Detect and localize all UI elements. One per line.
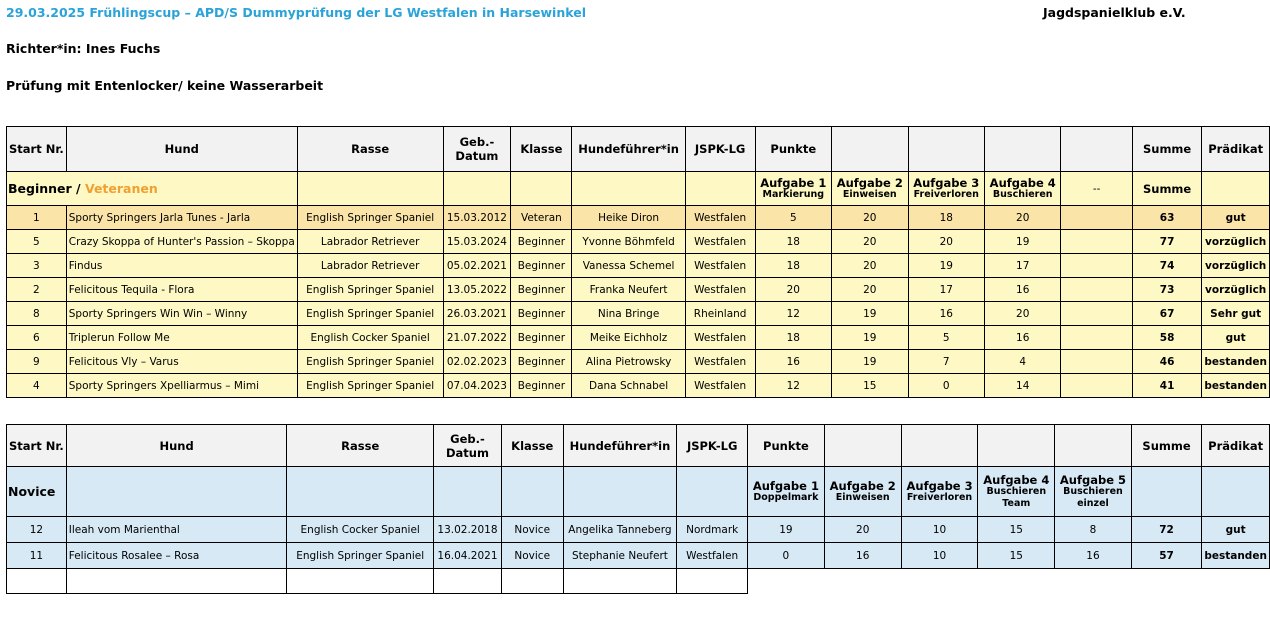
- empty-cell: [901, 569, 978, 594]
- cell-aufgabe-3: 5: [908, 326, 984, 350]
- table-row: [7, 302, 1270, 326]
- cell-summe: 57: [1131, 543, 1202, 569]
- cell-empty: [1061, 254, 1132, 278]
- col-fuehrer: Hundeführer*in: [563, 425, 677, 467]
- cell-klasse: Veteran: [511, 206, 572, 230]
- cell-praedikat: vorzüglich: [1202, 278, 1270, 302]
- cell-empty: [1061, 302, 1132, 326]
- table-row: [7, 543, 1270, 569]
- cell-rasse: English Springer Spaniel: [297, 350, 443, 374]
- cell-summe: 74: [1132, 254, 1201, 278]
- col-klasse: Klasse: [511, 127, 572, 172]
- group-cell: [677, 467, 748, 517]
- col-rasse: Rasse: [287, 425, 434, 467]
- cell-fuehrer: Heike Diron: [572, 206, 685, 230]
- cell-lg: Westfalen: [685, 206, 755, 230]
- cell-aufgabe-4: 4: [985, 350, 1061, 374]
- group-cell: [66, 467, 287, 517]
- empty-cell: [66, 569, 287, 594]
- cell-aufgabe-1: 19: [747, 517, 824, 543]
- task-1-header: Aufgabe 1 Doppelmark: [747, 467, 824, 517]
- col-start: Start Nr.: [7, 425, 67, 467]
- group-header-row: [7, 172, 1270, 206]
- cell-geb: 21.07.2022: [443, 326, 511, 350]
- col-punkte: Punkte: [755, 127, 831, 172]
- col-klasse: Klasse: [501, 425, 563, 467]
- group-label: Novice: [7, 467, 67, 517]
- cell-hund: Ileah vom Marienthal: [66, 517, 287, 543]
- cell-geb: 13.05.2022: [443, 278, 511, 302]
- cell-rasse: English Springer Spaniel: [297, 206, 443, 230]
- cell-start: 3: [7, 254, 67, 278]
- cell-aufgabe-1: 18: [755, 326, 831, 350]
- cell-geb: 26.03.2021: [443, 302, 511, 326]
- empty-cell: [824, 569, 901, 594]
- cell-praedikat: gut: [1202, 206, 1270, 230]
- cell-klasse: Beginner: [511, 254, 572, 278]
- col-summe: Summe: [1131, 425, 1202, 467]
- task-4-header: Aufgabe 4 Buschieren Team: [978, 467, 1055, 517]
- empty-cell: [1055, 569, 1132, 594]
- cell-start: 9: [7, 350, 67, 374]
- cell-lg: Westfalen: [685, 350, 755, 374]
- cell-aufgabe-1: 20: [755, 278, 831, 302]
- cell-summe: 72: [1131, 517, 1202, 543]
- cell-klasse: Novice: [501, 543, 563, 569]
- cell-klasse: Novice: [501, 517, 563, 543]
- cell-rasse: English Cocker Spaniel: [287, 517, 434, 543]
- empty-cell: [563, 569, 677, 594]
- col-empty: [824, 425, 901, 467]
- cell-praedikat: gut: [1202, 517, 1270, 543]
- club-name: Jagdspanielklub e.V.: [1043, 5, 1186, 20]
- cell-fuehrer: Franka Neufert: [572, 278, 685, 302]
- cell-aufgabe-4: 16: [985, 326, 1061, 350]
- group-cell: [685, 172, 755, 206]
- cell-rasse: Labrador Retriever: [297, 230, 443, 254]
- judge-line: Richter*in: Ines Fuchs: [6, 41, 161, 56]
- cell-summe: 63: [1132, 206, 1201, 230]
- group-cell: [434, 467, 502, 517]
- cell-hund: Sporty Springers Xpelliarmus – Mimi: [66, 374, 297, 398]
- cell-hund: Sporty Springers Win Win – Winny: [66, 302, 297, 326]
- cell-aufgabe-4: 14: [985, 374, 1061, 398]
- summe-header: Summe: [1132, 172, 1201, 206]
- cell-geb: 13.02.2018: [434, 517, 502, 543]
- group-label: Beginner / Veteranen: [7, 172, 298, 206]
- cell-start: 11: [7, 543, 67, 569]
- cell-aufgabe-3: 10: [901, 517, 978, 543]
- cell-lg: Westfalen: [685, 374, 755, 398]
- exam-note: Prüfung mit Entenlocker/ keine Wasserarbeit: [6, 78, 324, 93]
- cell-start: 4: [7, 374, 67, 398]
- cell-empty: [1061, 326, 1132, 350]
- col-empty: [901, 425, 978, 467]
- empty-cell: [434, 569, 502, 594]
- cell-fuehrer: Nina Bringe: [572, 302, 685, 326]
- column-header-row: [7, 127, 1270, 172]
- col-empty: [985, 127, 1061, 172]
- table-row: [7, 374, 1270, 398]
- cell-aufgabe-1: 18: [755, 230, 831, 254]
- cell-aufgabe-4: 16: [985, 278, 1061, 302]
- cell-klasse: Beginner: [511, 278, 572, 302]
- group-cell: [501, 467, 563, 517]
- group-cell: [1131, 467, 1202, 517]
- cell-klasse: Beginner: [511, 230, 572, 254]
- cell-start: 8: [7, 302, 67, 326]
- cell-rasse: English Springer Spaniel: [297, 302, 443, 326]
- cell-praedikat: gut: [1202, 326, 1270, 350]
- empty-cell: [501, 569, 563, 594]
- cell-lg: Westfalen: [677, 543, 748, 569]
- cell-hund: Felicitous Rosalee – Rosa: [66, 543, 287, 569]
- task-dash: --: [1061, 172, 1132, 206]
- table-row: [7, 350, 1270, 374]
- task-2-header: Aufgabe 2 Einweisen: [824, 467, 901, 517]
- group-header-row: [7, 467, 1270, 517]
- cell-aufgabe-4: 20: [985, 206, 1061, 230]
- cell-aufgabe-1: 12: [755, 302, 831, 326]
- cell-hund: Felicitous Tequila - Flora: [66, 278, 297, 302]
- cell-rasse: Labrador Retriever: [297, 254, 443, 278]
- col-hund: Hund: [66, 425, 287, 467]
- cell-klasse: Beginner: [511, 374, 572, 398]
- cell-aufgabe-2: 19: [832, 302, 908, 326]
- task-3-header: Aufgabe 3 Freiverloren: [901, 467, 978, 517]
- group-cell: [443, 172, 511, 206]
- cell-geb: 16.04.2021: [434, 543, 502, 569]
- group-cell: [1202, 172, 1270, 206]
- cell-aufgabe-1: 18: [755, 254, 831, 278]
- col-empty: [1055, 425, 1132, 467]
- cell-fuehrer: Alina Pietrowsky: [572, 350, 685, 374]
- cell-geb: 15.03.2024: [443, 230, 511, 254]
- cell-hund: Crazy Skoppa of Hunter's Passion – Skoppa: [66, 230, 297, 254]
- col-fuehrer: Hundeführer*in: [572, 127, 685, 172]
- col-geb: Geb.- Datum: [443, 127, 511, 172]
- cell-geb: 07.04.2023: [443, 374, 511, 398]
- empty-cell: [677, 569, 748, 594]
- cell-aufgabe-2: 20: [832, 278, 908, 302]
- empty-cell: [1202, 569, 1270, 594]
- col-lg: JSPK-LG: [685, 127, 755, 172]
- novice-results-table: [6, 424, 1270, 594]
- empty-cell: [7, 569, 67, 594]
- empty-cell: [747, 569, 824, 594]
- table-row: [7, 206, 1270, 230]
- col-start: Start Nr.: [7, 127, 67, 172]
- cell-hund: Triplerun Follow Me: [66, 326, 297, 350]
- cell-klasse: Beginner: [511, 326, 572, 350]
- cell-aufgabe-4: 15: [978, 517, 1055, 543]
- col-punkte: Punkte: [747, 425, 824, 467]
- cell-summe: 67: [1132, 302, 1201, 326]
- cell-praedikat: vorzüglich: [1202, 254, 1270, 278]
- task-3-header: Aufgabe 3 Freiverloren: [908, 172, 984, 206]
- group-cell: [1202, 467, 1270, 517]
- beginner-results-table: [6, 126, 1270, 398]
- cell-empty: [1061, 206, 1132, 230]
- empty-cell: [287, 569, 434, 594]
- cell-klasse: Beginner: [511, 302, 572, 326]
- cell-lg: Westfalen: [685, 254, 755, 278]
- cell-aufgabe-4: 17: [985, 254, 1061, 278]
- cell-aufgabe-1: 16: [755, 350, 831, 374]
- cell-aufgabe-2: 16: [824, 543, 901, 569]
- col-geb: Geb.- Datum: [434, 425, 502, 467]
- group-cell: [287, 467, 434, 517]
- cell-summe: 46: [1132, 350, 1201, 374]
- cell-start: 2: [7, 278, 67, 302]
- table-row: [7, 230, 1270, 254]
- cell-aufgabe-3: 19: [908, 254, 984, 278]
- cell-aufgabe-1: 0: [747, 543, 824, 569]
- cell-aufgabe-5: 8: [1055, 517, 1132, 543]
- col-empty: [832, 127, 908, 172]
- cell-aufgabe-3: 17: [908, 278, 984, 302]
- col-empty: [1061, 127, 1132, 172]
- group-cell: [511, 172, 572, 206]
- group-cell: [572, 172, 685, 206]
- cell-aufgabe-2: 19: [832, 350, 908, 374]
- empty-cell: [1131, 569, 1202, 594]
- cell-aufgabe-2: 20: [832, 206, 908, 230]
- cell-rasse: English Cocker Spaniel: [297, 326, 443, 350]
- cell-rasse: English Springer Spaniel: [297, 278, 443, 302]
- cell-geb: 05.02.2021: [443, 254, 511, 278]
- cell-empty: [1061, 278, 1132, 302]
- cell-geb: 15.03.2012: [443, 206, 511, 230]
- cell-summe: 77: [1132, 230, 1201, 254]
- cell-praedikat: vorzüglich: [1202, 230, 1270, 254]
- cell-empty: [1061, 374, 1132, 398]
- cell-empty: [1061, 350, 1132, 374]
- cell-aufgabe-3: 16: [908, 302, 984, 326]
- col-lg: JSPK-LG: [677, 425, 748, 467]
- cell-fuehrer: Yvonne Böhmfeld: [572, 230, 685, 254]
- col-summe: Summe: [1132, 127, 1201, 172]
- task-5-header: Aufgabe 5 Buschieren einzel: [1055, 467, 1132, 517]
- cell-hund: Findus: [66, 254, 297, 278]
- cell-fuehrer: Angelika Tanneberg: [563, 517, 677, 543]
- group-cell: [563, 467, 677, 517]
- page-title: 29.03.2025 Frühlingscup – APD/S Dummyprüfung der LG Westfalen in Harsewinkel: [6, 5, 586, 20]
- task-2-header: Aufgabe 2 Einweisen: [832, 172, 908, 206]
- group-cell: [297, 172, 443, 206]
- cell-summe: 41: [1132, 374, 1201, 398]
- table-row: [7, 278, 1270, 302]
- cell-aufgabe-1: 12: [755, 374, 831, 398]
- task-1-header: Aufgabe 1 Markierung: [755, 172, 831, 206]
- cell-aufgabe-3: 7: [908, 350, 984, 374]
- cell-aufgabe-3: 20: [908, 230, 984, 254]
- cell-aufgabe-2: 20: [832, 254, 908, 278]
- cell-rasse: English Springer Spaniel: [297, 374, 443, 398]
- column-header-row: [7, 425, 1270, 467]
- cell-empty: [1061, 230, 1132, 254]
- cell-hund: Sporty Springers Jarla Tunes - Jarla: [66, 206, 297, 230]
- cell-lg: Nordmark: [677, 517, 748, 543]
- task-4-header: Aufgabe 4 Buschieren: [985, 172, 1061, 206]
- cell-fuehrer: Vanessa Schemel: [572, 254, 685, 278]
- cell-aufgabe-3: 0: [908, 374, 984, 398]
- col-empty: [908, 127, 984, 172]
- cell-start: 12: [7, 517, 67, 543]
- cell-start: 1: [7, 206, 67, 230]
- cell-praedikat: bestanden: [1202, 350, 1270, 374]
- table-row: [7, 326, 1270, 350]
- cell-lg: Westfalen: [685, 326, 755, 350]
- cell-praedikat: Sehr gut: [1202, 302, 1270, 326]
- cell-fuehrer: Dana Schnabel: [572, 374, 685, 398]
- cell-start: 6: [7, 326, 67, 350]
- empty-cell: [978, 569, 1055, 594]
- cell-geb: 02.02.2023: [443, 350, 511, 374]
- cell-summe: 58: [1132, 326, 1201, 350]
- cell-klasse: Beginner: [511, 350, 572, 374]
- cell-rasse: English Springer Spaniel: [287, 543, 434, 569]
- cell-praedikat: bestanden: [1202, 543, 1270, 569]
- cell-summe: 73: [1132, 278, 1201, 302]
- cell-aufgabe-4: 20: [985, 302, 1061, 326]
- cell-aufgabe-4: 19: [985, 230, 1061, 254]
- table-row: [7, 254, 1270, 278]
- cell-lg: Westfalen: [685, 230, 755, 254]
- col-rasse: Rasse: [297, 127, 443, 172]
- col-praedikat: Prädikat: [1202, 127, 1270, 172]
- cell-aufgabe-4: 15: [978, 543, 1055, 569]
- cell-aufgabe-2: 20: [824, 517, 901, 543]
- col-hund: Hund: [66, 127, 297, 172]
- cell-praedikat: bestanden: [1202, 374, 1270, 398]
- col-empty: [978, 425, 1055, 467]
- cell-lg: Westfalen: [685, 278, 755, 302]
- col-praedikat: Prädikat: [1202, 425, 1270, 467]
- cell-aufgabe-5: 16: [1055, 543, 1132, 569]
- cell-aufgabe-3: 18: [908, 206, 984, 230]
- empty-row: [7, 569, 1270, 594]
- table-row: [7, 517, 1270, 543]
- cell-hund: Felicitous Vly – Varus: [66, 350, 297, 374]
- cell-aufgabe-3: 10: [901, 543, 978, 569]
- cell-aufgabe-1: 5: [755, 206, 831, 230]
- cell-lg: Rheinland: [685, 302, 755, 326]
- cell-aufgabe-2: 15: [832, 374, 908, 398]
- cell-fuehrer: Meike Eichholz: [572, 326, 685, 350]
- cell-start: 5: [7, 230, 67, 254]
- cell-fuehrer: Stephanie Neufert: [563, 543, 677, 569]
- cell-aufgabe-2: 20: [832, 230, 908, 254]
- cell-aufgabe-2: 19: [832, 326, 908, 350]
